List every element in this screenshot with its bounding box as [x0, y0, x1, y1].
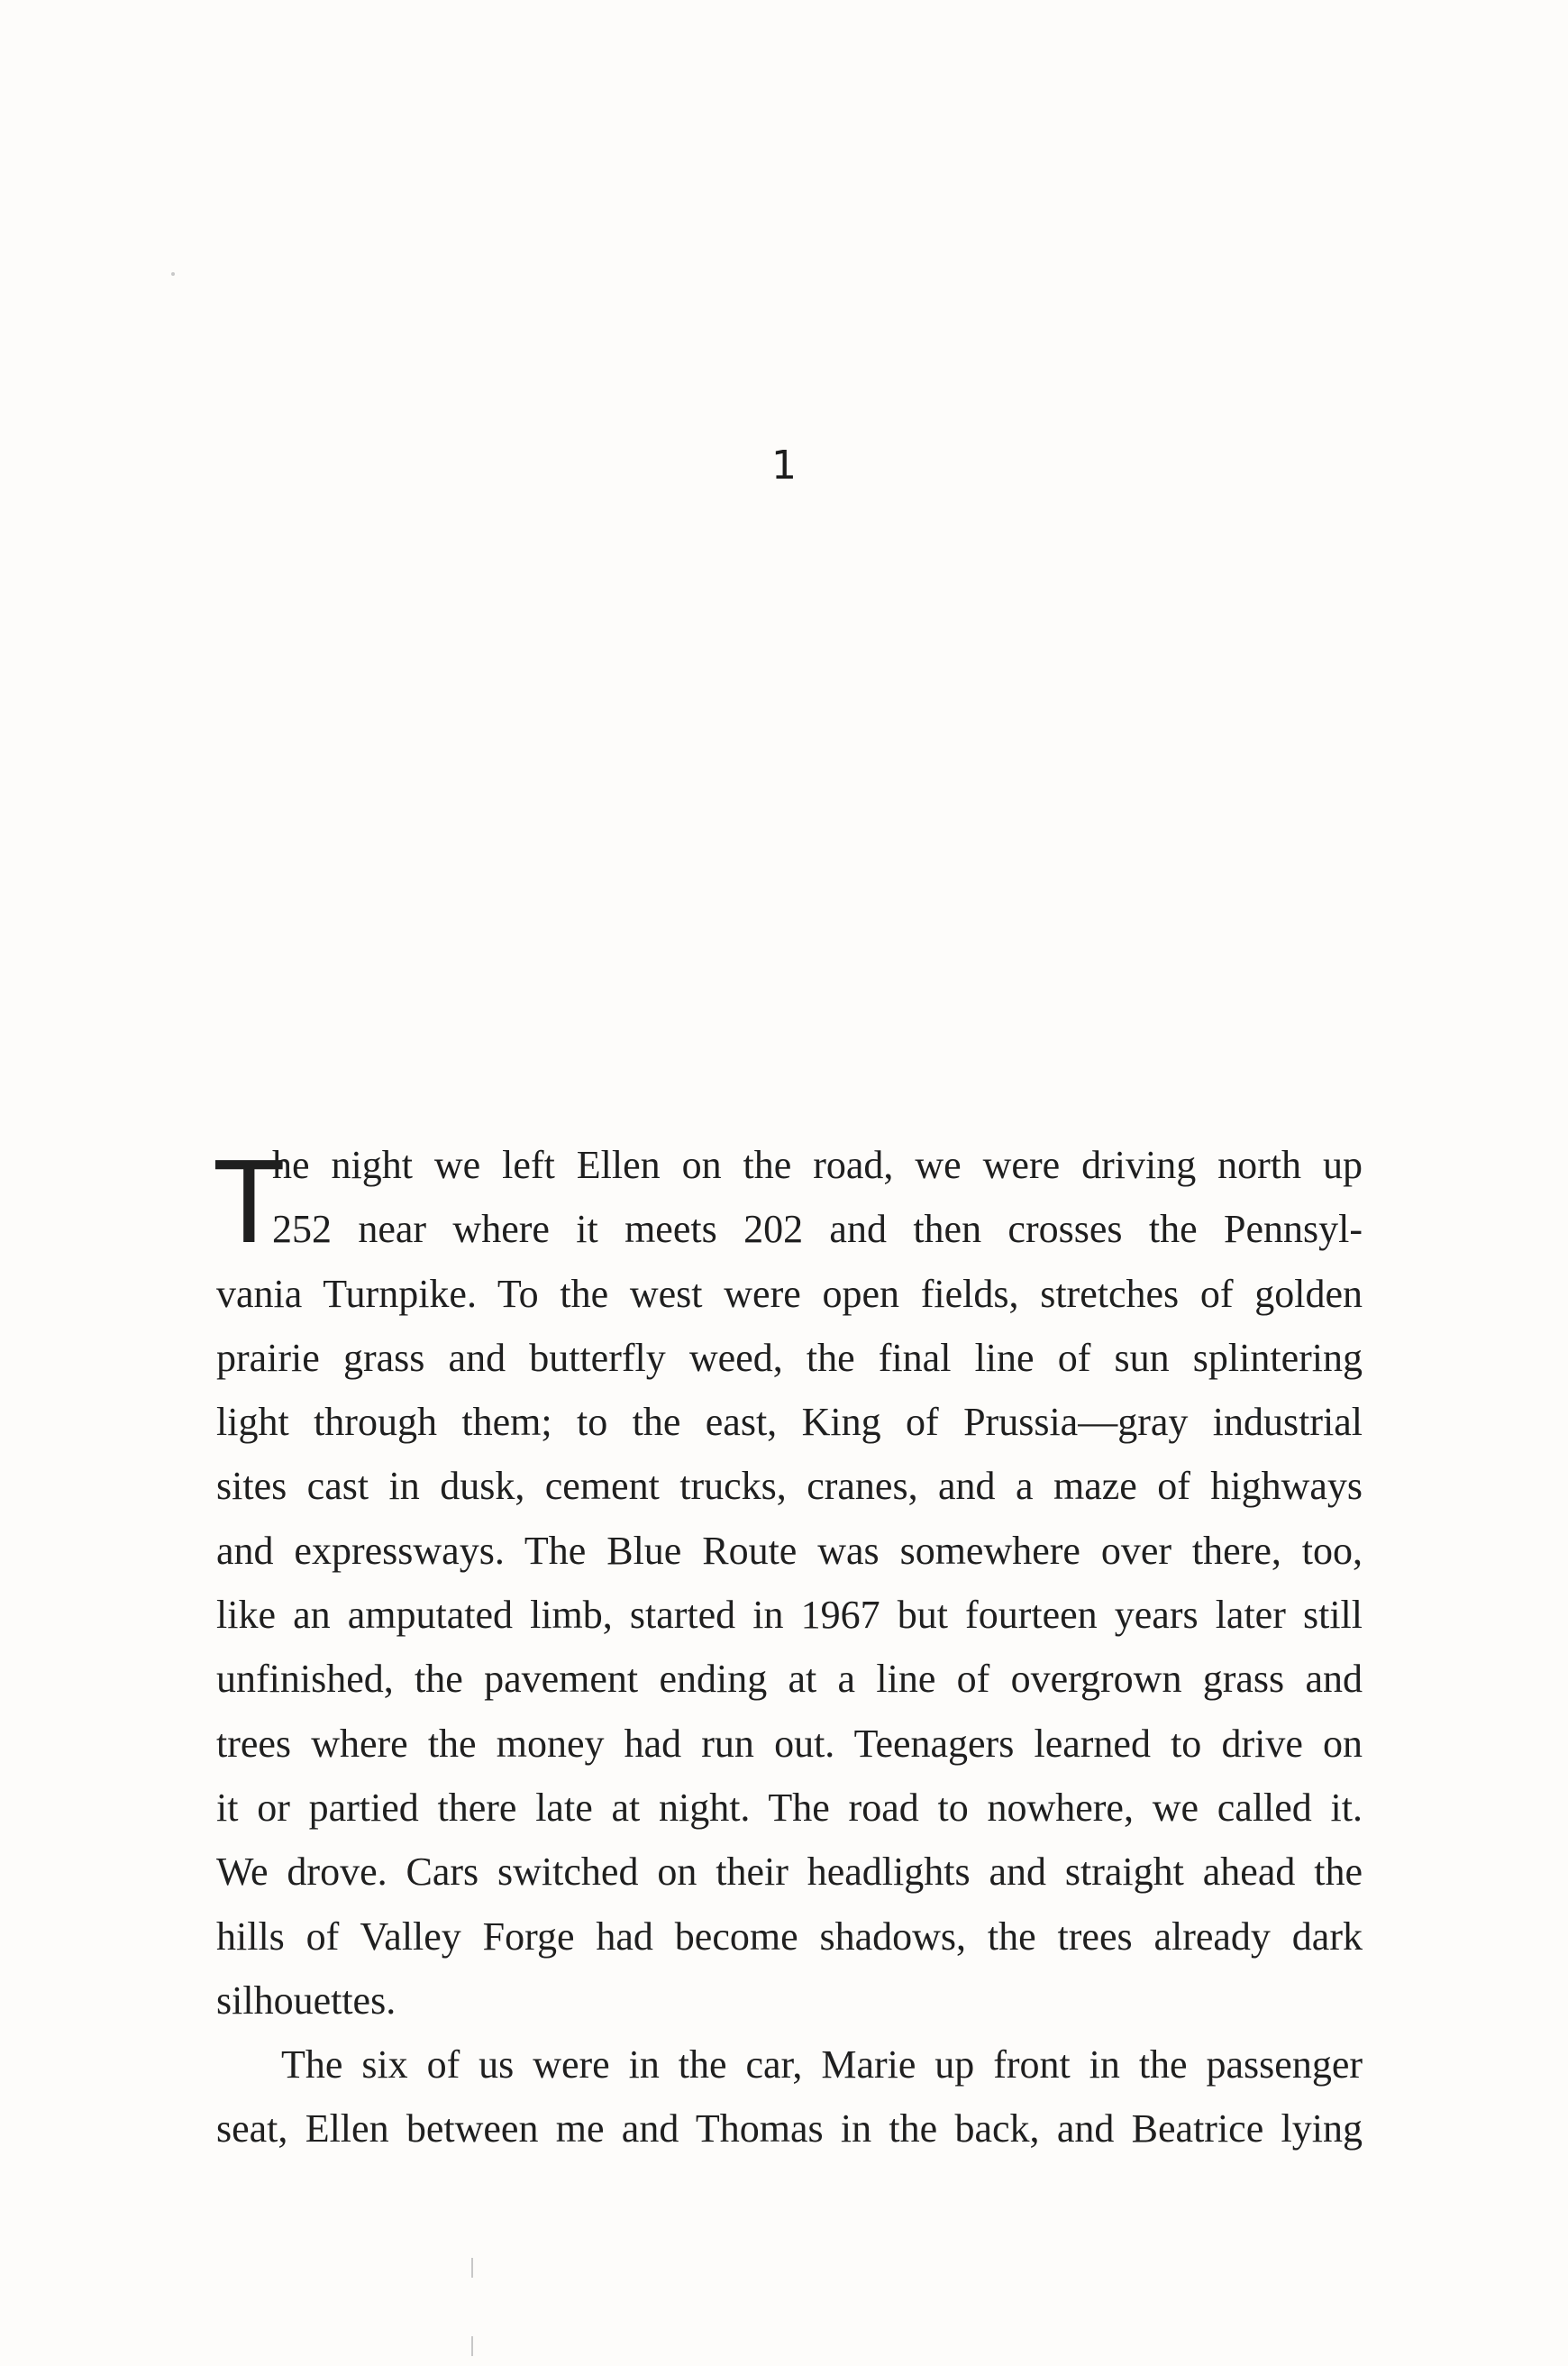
text-line: it or partied there late at night. The road to nowhere, we called it.: [216, 1785, 1363, 1830]
paragraph-2: [216, 2033, 1363, 2161]
text-line: prairie grass and butterfly weed, the final line of sun splintering: [216, 1335, 1363, 1380]
scan-line-mark: [471, 2258, 473, 2278]
text-line: light through them; to the east, King of Prussia—gray industrial: [216, 1400, 1363, 1445]
text-line: sites cast in dusk, cement trucks, cranes, and a maze of highways: [216, 1464, 1363, 1509]
chapter-number: 1: [771, 443, 797, 489]
text-line: like an amputated limb, started in 1967 but fourteen years later still: [216, 1593, 1363, 1638]
paragraph-1: [213, 1133, 1363, 2033]
text-line: We drove. Cars switched on their headlights and straight ahead the: [216, 1850, 1363, 1895]
text-line: vania Turnpike. To the west were open fields, stretches of golden: [216, 1271, 1363, 1316]
text-line: and expressways. The Blue Route was somewhere over there, too,: [216, 1528, 1363, 1573]
text-line: he night we left Ellen on the road, we were driving north up: [272, 1143, 1363, 1187]
text-line: 252 near where it meets 202 and then crosses the Pennsyl-: [272, 1207, 1363, 1252]
text-line: trees where the money had run out. Teenagers learned to drive on: [216, 1721, 1363, 1766]
text-line: The six of us were in the car, Marie up front in the passenger: [281, 2042, 1363, 2087]
text-line: hills of Valley Forge had become shadows, the trees already dark: [216, 1914, 1363, 1959]
drop-cap-area: [213, 1133, 1363, 1267]
body-text: [213, 1133, 1363, 2161]
scan-line-mark: [471, 2336, 473, 2356]
drop-cap: T: [213, 1135, 286, 1267]
text-line: seat, Ellen between me and Thomas in the back, and Beatrice lying: [216, 2106, 1363, 2151]
text-line: silhouettes.: [216, 1978, 397, 2023]
text-line: unfinished, the pavement ending at a line of overgrown grass and: [216, 1657, 1363, 1702]
scan-speck: [171, 272, 175, 276]
